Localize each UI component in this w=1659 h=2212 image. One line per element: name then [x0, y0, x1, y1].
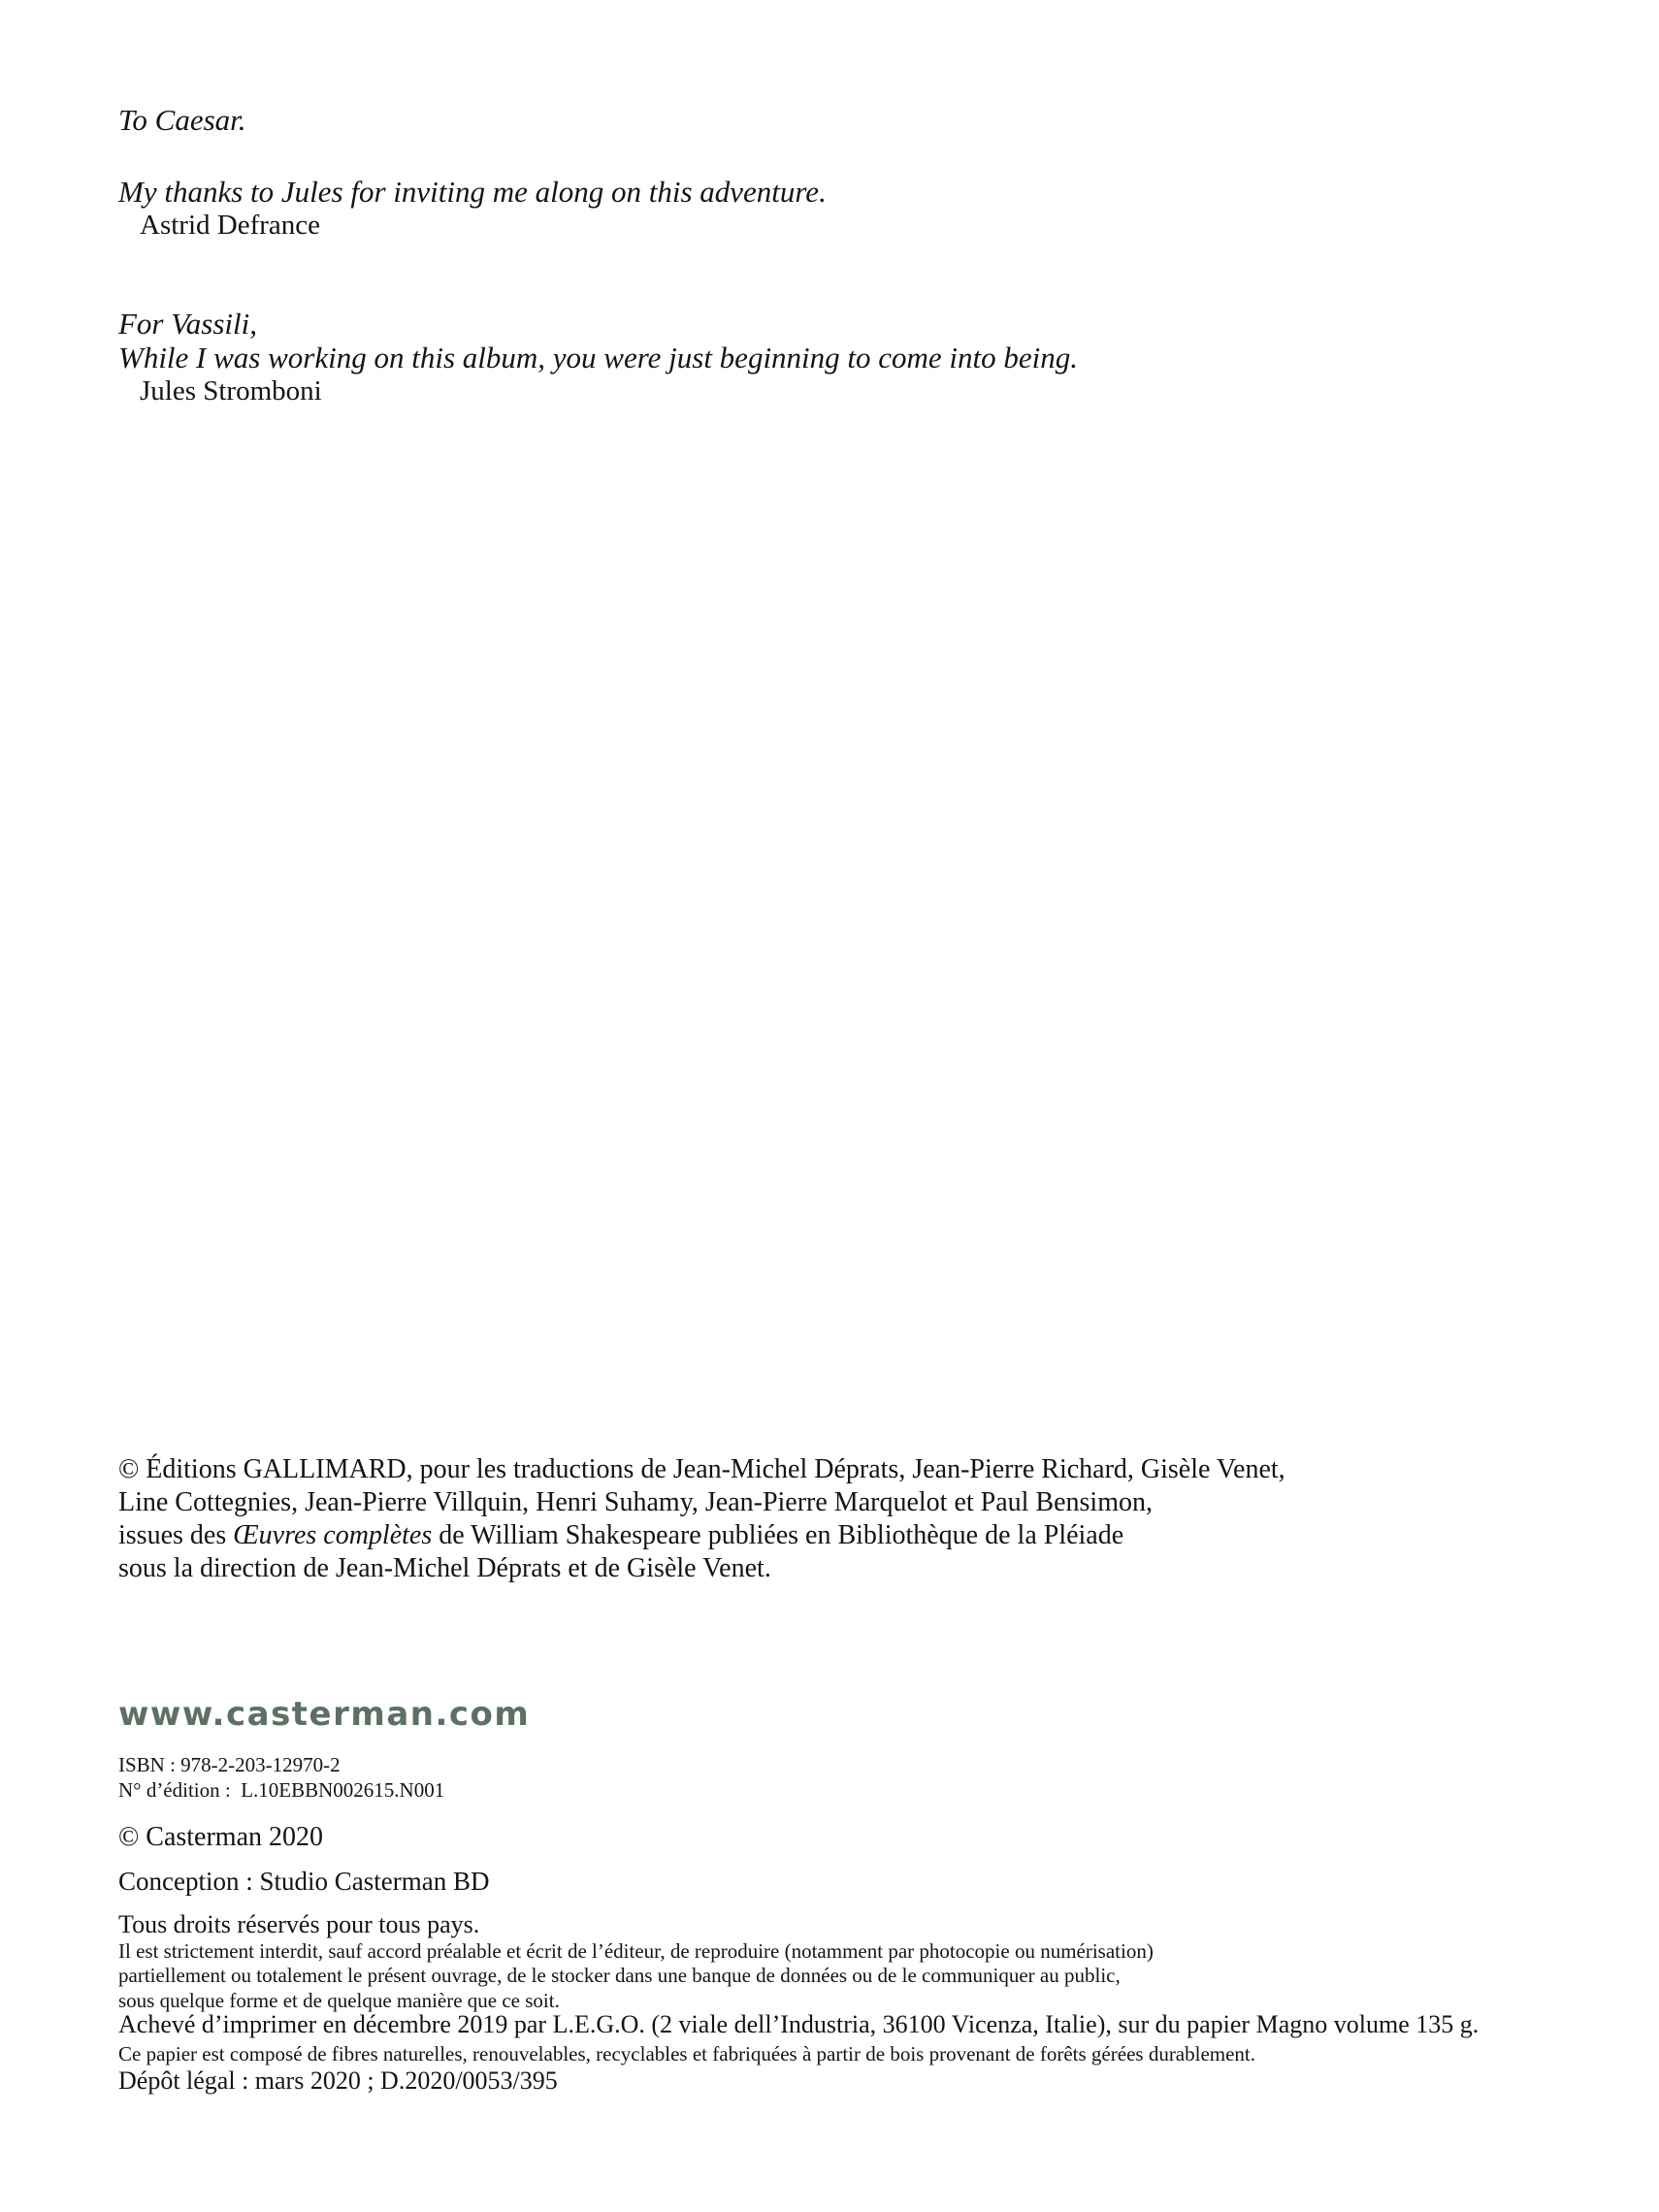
dedication-astrid — [118, 175, 827, 243]
interdiction-line-2: partiellement ou totalement le présent ouvrage, de le stocker dans une banque de données ou de le communiquer au public, — [118, 1964, 1121, 1987]
gallimard-line2: Line Cottegnies, Jean-Pierre Villquin, Henri Suhamy, Jean-Pierre Marquelot et Paul Bensimon, — [118, 1487, 1153, 1517]
casterman-copyright-line: © Casterman 2020 — [118, 1822, 324, 1852]
isbn-line: ISBN : 978-2-203-12970-2 — [118, 1753, 341, 1776]
gallimard-line1: © Éditions GALLIMARD, pour les traductions de Jean-Michel Déprats, Jean-Pierre Richard, Gisèle Venet, — [118, 1454, 1285, 1484]
gallimard-copyright-block — [118, 1453, 1285, 1585]
rights-reserved-line: Tous droits réservés pour tous pays. — [118, 1910, 480, 1938]
gallimard-line3-suffix: de William Shakespeare publiées en Bibliothèque de la Pléiade — [432, 1520, 1124, 1550]
gallimard-line3 — [118, 1519, 1285, 1552]
paper-line: Ce papier est composé de fibres naturelles, renouvelables, recyclables et fabriquées à partir de bois provenant de forêts gérées durablement. — [118, 2042, 1256, 2066]
dedication-jules — [118, 307, 1078, 408]
interdiction-line-1: Il est strictement interdit, sauf accord préalable et écrit de l’éditeur, de reproduire (notamment par photocopie ou numérisation) — [118, 1939, 1154, 1963]
gallimard-line3-prefix: issues des — [118, 1520, 234, 1550]
interdiction-line-3: sous quelque forme et de quelque manière que ce soit. — [118, 1989, 560, 2012]
dedication-to-caesar: To Caesar. — [118, 103, 246, 137]
dedication-jules-line2: While I was working on this album, you were just beginning to come into being. — [118, 341, 1079, 374]
dedication-jules-line1: For Vassili, — [118, 307, 257, 341]
conception-line: Conception : Studio Casterman BD — [118, 1867, 490, 1896]
isbn-block — [118, 1752, 444, 1803]
signature-jules-stromboni: Jules Stromboni — [140, 375, 322, 407]
signature-astrid-defrance: Astrid Defrance — [140, 210, 320, 241]
legal-deposit-line: Dépôt légal : mars 2020 ; D.2020/0053/395 — [118, 2066, 558, 2095]
casterman-website-logo: www.casterman.com — [118, 1695, 531, 1734]
gallimard-line3-work-title: Œuvres complètes — [233, 1520, 433, 1550]
gallimard-line4: sous la direction de Jean-Michel Déprats et de Gisèle Venet. — [118, 1553, 771, 1583]
edition-number-line: N° d’édition : L.10EBBN002615.N001 — [118, 1778, 445, 1802]
printing-line: Achevé d’imprimer en décembre 2019 par L.E.G.O. (2 viale dell’Industria, 36100 Vicenza, Italie), sur du papier Magno volume 135 g. — [118, 2010, 1480, 2038]
dedication-astrid-line: My thanks to Jules for inviting me along on this adventure. — [118, 175, 827, 209]
